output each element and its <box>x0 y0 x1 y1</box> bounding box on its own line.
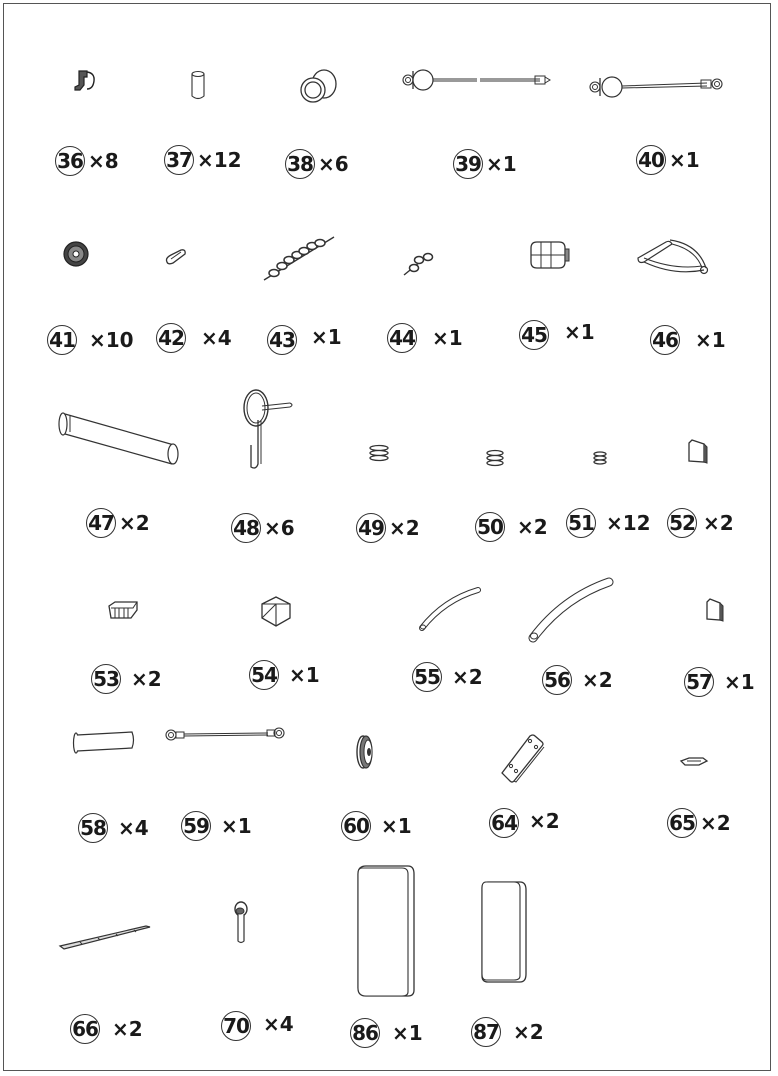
part-quantity: ×6 <box>318 152 349 176</box>
cable-double-eyelet-icon <box>164 726 286 748</box>
part-label-46 <box>650 325 726 355</box>
part-label-51 <box>566 508 651 538</box>
part-number: 53 <box>91 664 121 694</box>
part-label-87 <box>471 1017 544 1047</box>
part-quantity: ×10 <box>89 328 134 352</box>
end-cap-small-icon <box>704 597 726 627</box>
part-quantity: ×2 <box>703 511 734 535</box>
mounting-plate-icon <box>500 733 546 787</box>
part-number: 58 <box>78 813 108 843</box>
part-label-55 <box>412 662 483 692</box>
part-label-41 <box>47 325 134 355</box>
part-quantity: ×1 <box>564 320 595 344</box>
part-quantity: ×1 <box>381 814 412 838</box>
pad-small-icon <box>480 880 528 990</box>
part-label-65 <box>667 808 731 838</box>
part-number: 52 <box>667 508 697 538</box>
axle-pin-icon <box>56 410 182 466</box>
roller-icon <box>528 238 570 276</box>
foam-sleeve-icon <box>72 730 138 758</box>
part-quantity: ×4 <box>201 326 232 350</box>
part-label-40 <box>636 145 700 175</box>
part-number: 56 <box>542 665 572 695</box>
part-quantity: ×2 <box>517 515 548 539</box>
part-label-50 <box>475 512 548 542</box>
part-number: 45 <box>519 320 549 350</box>
part-quantity: ×4 <box>118 816 149 840</box>
round-plug-small-icon <box>590 451 610 471</box>
round-plug-large-icon <box>367 445 391 467</box>
clamp-icon <box>72 68 98 100</box>
part-number: 49 <box>356 513 386 543</box>
bushing-icon <box>298 68 340 110</box>
part-quantity: ×1 <box>695 328 726 352</box>
part-number: 50 <box>475 512 505 542</box>
part-number: 70 <box>221 1011 251 1041</box>
cable-ball-eyelet-icon <box>587 72 727 108</box>
cable-ball-threaded-icon <box>400 66 555 100</box>
part-label-57 <box>684 667 755 697</box>
part-label-38 <box>285 149 349 179</box>
part-label-39 <box>453 149 517 179</box>
part-number: 60 <box>341 811 371 841</box>
part-label-36 <box>55 146 119 176</box>
part-number: 65 <box>667 808 697 838</box>
part-label-43 <box>267 325 342 355</box>
part-number: 57 <box>684 667 714 697</box>
part-label-86 <box>350 1018 423 1048</box>
part-label-47 <box>86 508 150 538</box>
ring-hook-pin-icon <box>240 388 296 476</box>
eye-bolt-icon <box>231 900 251 950</box>
short-chain-icon <box>402 248 438 282</box>
pin-cylinder-icon <box>190 70 206 106</box>
part-label-66 <box>70 1014 143 1044</box>
part-label-59 <box>181 811 252 841</box>
part-number: 48 <box>231 513 261 543</box>
part-number: 66 <box>70 1014 100 1044</box>
part-quantity: ×2 <box>131 667 162 691</box>
part-quantity: ×1 <box>724 670 755 694</box>
part-number: 42 <box>156 323 186 353</box>
part-label-52 <box>667 508 734 538</box>
grooved-pulley-icon <box>354 734 376 774</box>
curved-foam-long-icon <box>527 578 615 648</box>
part-quantity: ×2 <box>700 811 731 835</box>
part-quantity: ×1 <box>392 1021 423 1045</box>
part-number: 37 <box>164 145 194 175</box>
square-insert-icon <box>107 600 141 628</box>
part-quantity: ×2 <box>452 665 483 689</box>
part-quantity: ×1 <box>311 325 342 349</box>
part-label-58 <box>78 813 149 843</box>
part-label-54 <box>249 660 320 690</box>
snap-hook-icon <box>164 247 188 271</box>
part-label-37 <box>164 145 242 175</box>
part-quantity: ×12 <box>606 511 651 535</box>
part-number: 39 <box>453 149 483 179</box>
part-quantity: ×1 <box>289 663 320 687</box>
part-number: 64 <box>489 808 519 838</box>
part-label-60 <box>341 811 412 841</box>
part-quantity: ×2 <box>582 668 613 692</box>
part-quantity: ×6 <box>264 516 295 540</box>
part-number: 59 <box>181 811 211 841</box>
square-end-cap-icon <box>686 438 710 470</box>
part-quantity: ×1 <box>669 148 700 172</box>
part-label-53 <box>91 664 162 694</box>
part-label-70 <box>221 1011 294 1041</box>
part-quantity: ×1 <box>221 814 252 838</box>
curved-foam-short-icon <box>418 588 482 638</box>
pad-large-icon <box>356 864 416 1004</box>
part-quantity: ×12 <box>197 148 242 172</box>
part-label-45 <box>519 320 595 350</box>
part-number: 51 <box>566 508 596 538</box>
part-quantity: ×1 <box>432 326 463 350</box>
part-quantity: ×2 <box>389 516 420 540</box>
part-number: 47 <box>86 508 116 538</box>
part-number: 87 <box>471 1017 501 1047</box>
part-number: 43 <box>267 325 297 355</box>
part-number: 41 <box>47 325 77 355</box>
part-label-48 <box>231 513 295 543</box>
flat-washer-icon <box>679 753 709 772</box>
part-label-49 <box>356 513 420 543</box>
part-quantity: ×4 <box>263 1012 294 1036</box>
part-number: 38 <box>285 149 315 179</box>
part-quantity: ×2 <box>529 809 560 833</box>
part-label-64 <box>489 808 560 838</box>
part-quantity: ×2 <box>119 511 150 535</box>
part-number: 55 <box>412 662 442 692</box>
pulley-wheel-icon <box>62 240 90 272</box>
part-label-56 <box>542 665 613 695</box>
part-label-44 <box>387 323 463 353</box>
part-quantity: ×1 <box>486 152 517 176</box>
part-number: 86 <box>350 1018 380 1048</box>
long-chain-icon <box>262 235 336 287</box>
part-number: 54 <box>249 660 279 690</box>
part-quantity: ×8 <box>88 149 119 173</box>
part-quantity: ×2 <box>513 1020 544 1044</box>
part-number: 36 <box>55 146 85 176</box>
part-number: 44 <box>387 323 417 353</box>
slotted-strip-icon <box>58 922 154 956</box>
part-label-42 <box>156 323 232 353</box>
stirrup-handle-icon <box>636 234 716 280</box>
cube-block-icon <box>259 594 293 632</box>
part-number: 46 <box>650 325 680 355</box>
part-number: 40 <box>636 145 666 175</box>
part-quantity: ×2 <box>112 1017 143 1041</box>
round-plug-medium-icon <box>483 450 507 472</box>
